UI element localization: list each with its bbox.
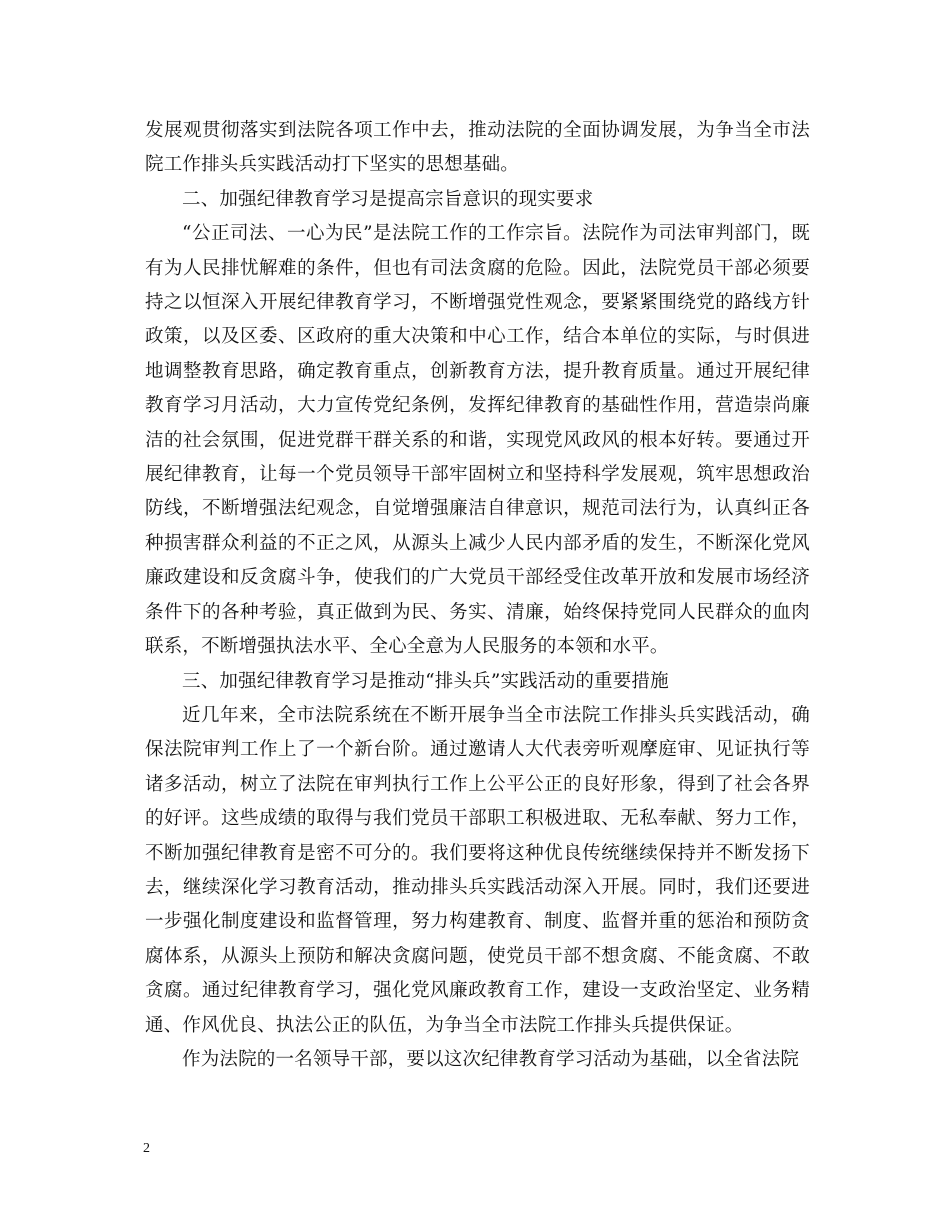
paragraph-final: 作为法院的一名领导干部，要以这次纪律教育学习活动为基础，以全省法院	[182, 1048, 800, 1070]
section-heading-three: 三、加强纪律教育学习是推动“排头兵”实践活动的重要措施	[182, 670, 669, 692]
page-number: 2	[143, 1141, 150, 1156]
paragraph-continuation: 发展观贯彻落实到法院各项工作中去，推动法院的全面协调发展，为争当全市法院工作排头兵实践活动打下坚实的思想基础。	[145, 120, 810, 176]
paragraph-practice: 近几年来，全市法院系统在不断开展争当全市法院工作排头兵实践活动，确保法院审判工作上了一个新台阶。通过邀请人大代表旁听观摩庭审、见证执行等诸多活动，树立了法院在审判执行工作上公平公正的良好形象，得到了社会各界的好评。这些成绩的取得与我们党员干部职工积极进取、无私奉献、努力工作，不断加强纪律教育是密不可分的。我们要将这种优良传统继续保持并不断发扬下去，继续深化学习教育活动，推动排头兵实践活动深入开展。同时，我们还要进一步强化制度建设和监督管理，努力构建教育、制度、监督并重的惩治和预防贪腐体系，从源头上预防和解决贪腐问题，使党员干部不想贪腐、不能贪腐、不敢贪腐。通过纪律教育学习，强化党风廉政教育工作，建设一支政治坚定、业务精通、作风优良、执法公正的队伍，为争当全市法院工作排头兵提供保证。	[145, 704, 810, 1036]
paragraph-purpose: “公正司法、一心为民”是法院工作的工作宗旨。法院作为司法审判部门，既有为人民排忧解难的条件，但也有司法贪腐的危险。因此，法院党员干部必须要持之以恒深入开展纪律教育学习，不断增强党性观念，要紧紧围绕党的路线方针政策，以及区委、区政府的重大决策和中心工作，结合本单位的实际，与时俱进地调整教育思路，确定教育重点，创新教育方法，提升教育质量。通过开展纪律教育学习月活动，大力宣传党纪条例，发挥纪律教育的基础性作用，营造崇尚廉洁的社会氛围，促进党群干群关系的和谐，实现党风政风的根本好转。要通过开展纪律教育，让每一个党员领导干部牢固树立和坚持科学发展观，筑牢思想政治防线，不断增强法纪观念，自觉增强廉洁自律意识，规范司法行为，认真纠正各种损害群众利益的不正之风，从源头上减少人民内部矛盾的发生，不断深化党风廉政建设和反贪腐斗争，使我们的广大党员干部经受住改革开放和发展市场经济条件下的各种考验，真正做到为民、务实、清廉，始终保持党同人民群众的血肉联系，不断增强执法水平、全心全意为人民服务的本领和水平。	[145, 223, 810, 658]
section-heading-two: 二、加强纪律教育学习是提高宗旨意识的现实要求	[182, 188, 594, 210]
document-body	[145, 114, 810, 1077]
